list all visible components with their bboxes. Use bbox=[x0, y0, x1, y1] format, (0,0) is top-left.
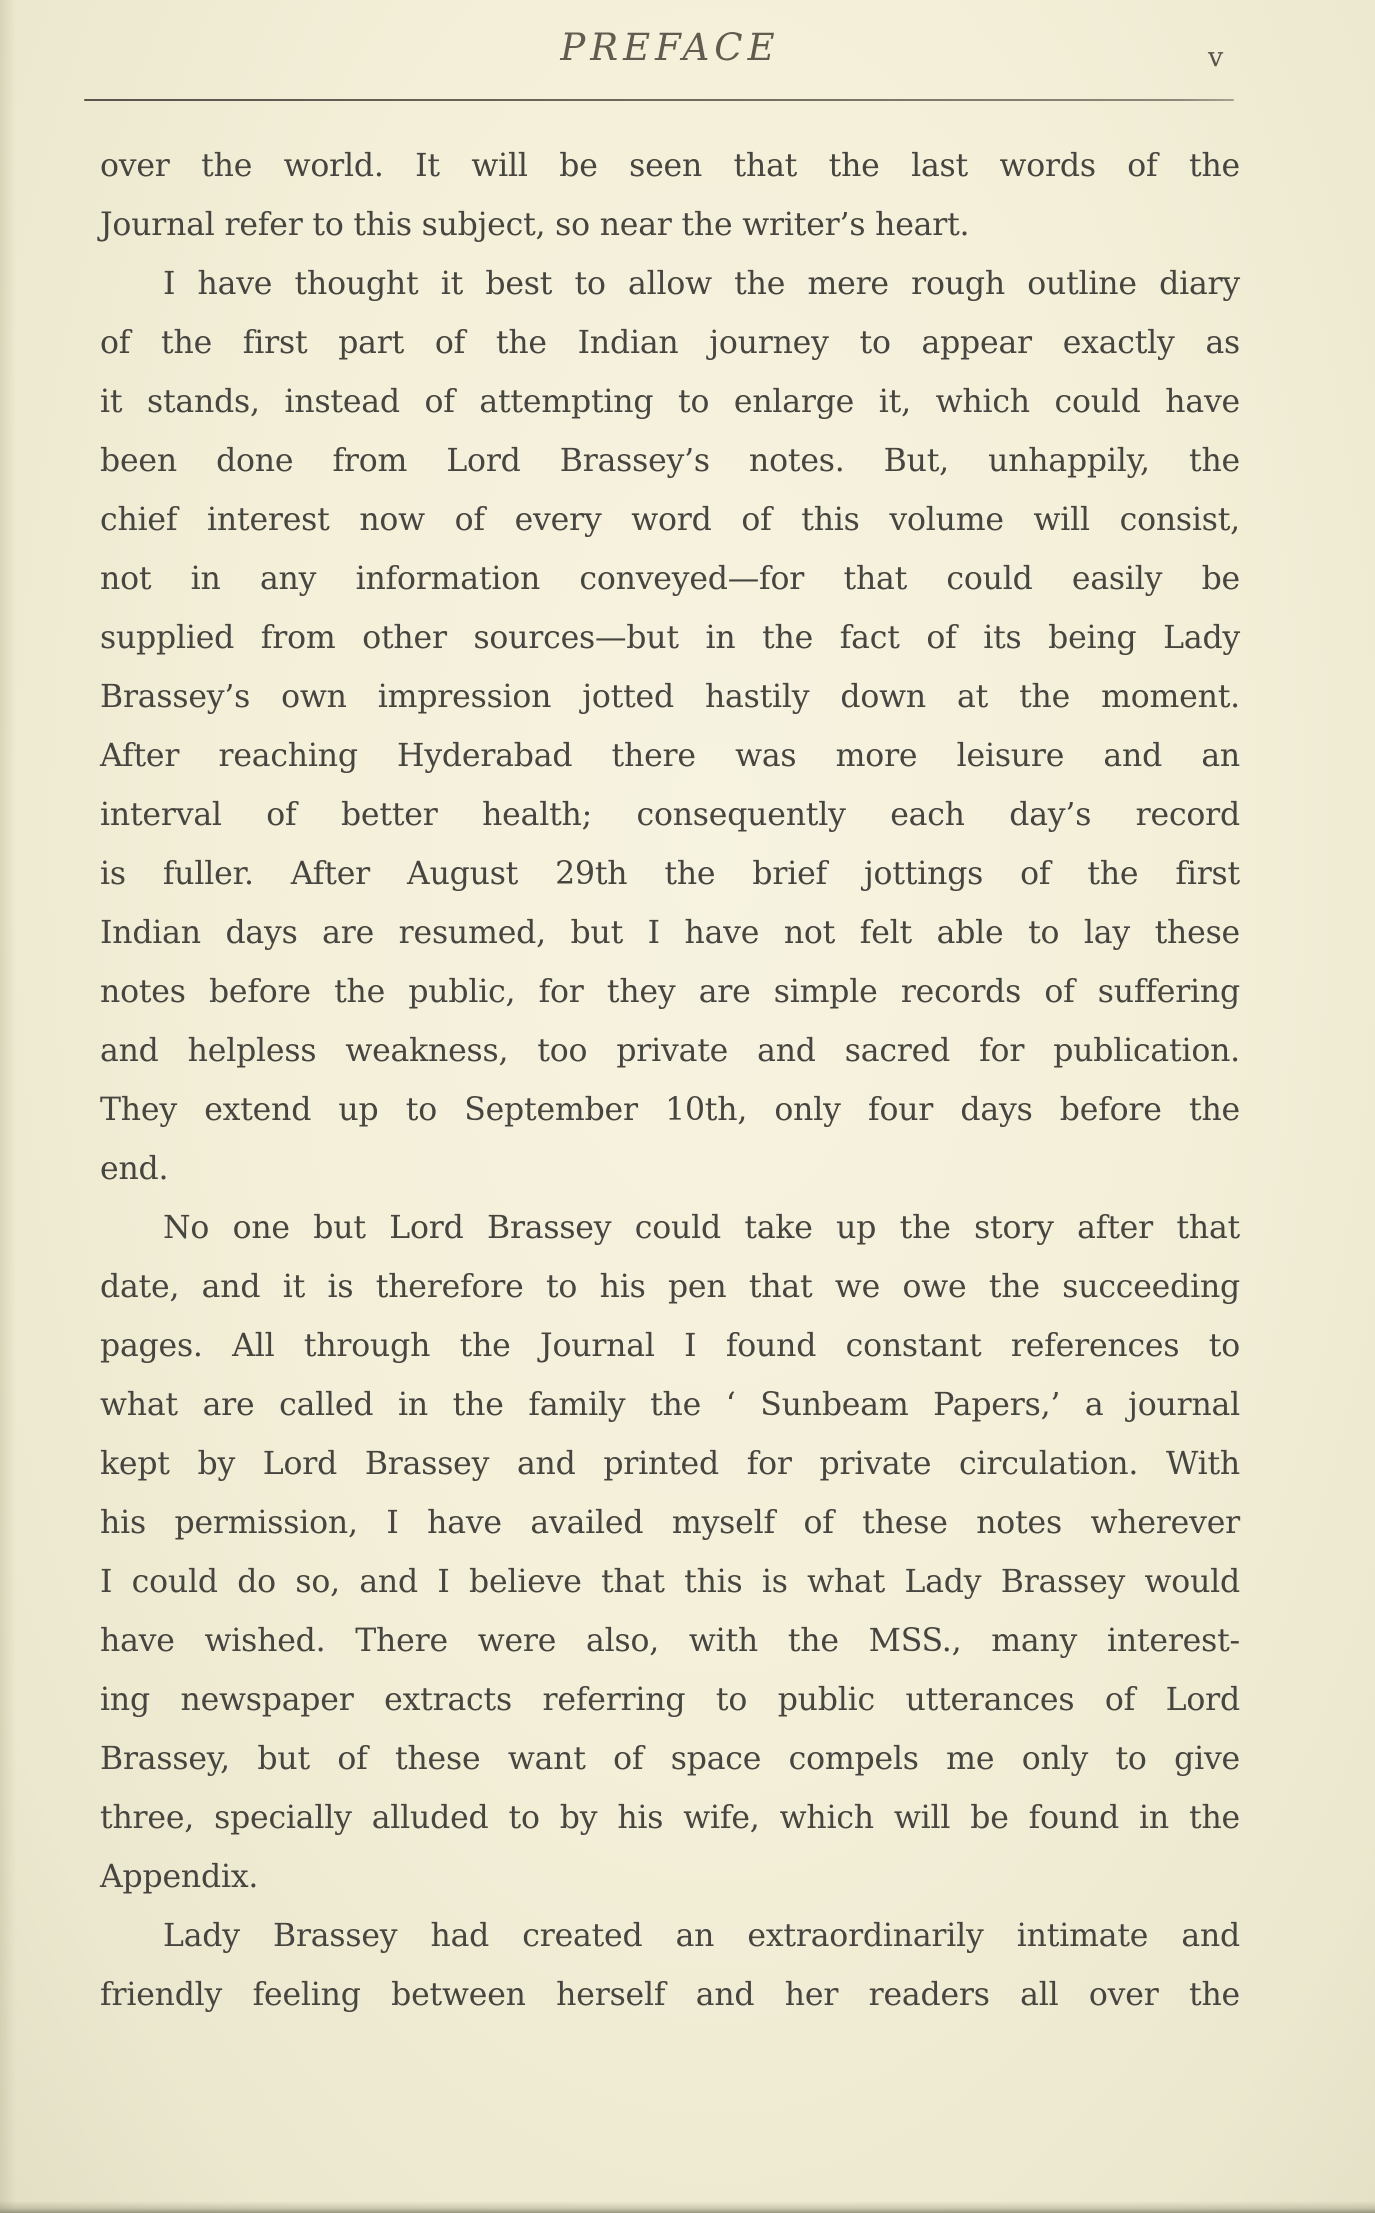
text-line: Indian days are resumed, but I have not felt able to lay these bbox=[100, 915, 1240, 951]
paragraph bbox=[100, 1199, 1240, 1907]
running-head-title: PREFACE bbox=[560, 26, 780, 69]
text-line: They extend up to September 10th, only four days before the bbox=[100, 1092, 1240, 1128]
text-line: pages. All through the Journal I found constant references to bbox=[100, 1328, 1240, 1364]
text-line: I could do so, and I believe that this is what Lady Brassey would bbox=[100, 1564, 1240, 1600]
text-line: been done from Lord Brassey’s notes. But, unhappily, the bbox=[100, 443, 1240, 479]
text-line: supplied from other sources—but in the fact of its being Lady bbox=[100, 620, 1240, 656]
text-line: friendly feeling between herself and her readers all over the bbox=[100, 1977, 1240, 2013]
text-line: not in any information conveyed—for that could easily be bbox=[100, 561, 1240, 597]
paragraph bbox=[100, 1907, 1240, 2025]
text-line: date, and it is therefore to his pen that we owe the succeeding bbox=[100, 1269, 1240, 1305]
text-line: Brassey, but of these want of space compels me only to give bbox=[100, 1741, 1240, 1777]
text-line: three, specially alluded to by his wife, which will be found in the bbox=[100, 1800, 1240, 1836]
text-line: and helpless weakness, too private and sacred for publication. bbox=[100, 1033, 1240, 1069]
text-line: kept by Lord Brassey and printed for private circulation. With bbox=[100, 1446, 1240, 1482]
page-bottom-edge-shadow bbox=[0, 2201, 1375, 2213]
text-line: I have thought it best to allow the mere rough outline diary bbox=[163, 266, 1240, 302]
page-number: v bbox=[1208, 42, 1224, 73]
text-line: his permission, I have availed myself of these notes wherever bbox=[100, 1505, 1240, 1541]
text-line: After reaching Hyderabad there was more leisure and an bbox=[100, 738, 1240, 774]
text-line: Journal refer to this subject, so near the writer’s heart. bbox=[100, 207, 970, 243]
text-line: what are called in the family the ‘ Sunbeam Papers,’ a journal bbox=[100, 1387, 1240, 1423]
text-line: have wished. There were also, with the MSS., many interest- bbox=[100, 1623, 1240, 1659]
text-line: Appendix. bbox=[100, 1859, 259, 1895]
text-line: is fuller. After August 29th the brief jottings of the first bbox=[100, 856, 1240, 892]
text-line: Brassey’s own impression jotted hastily down at the moment. bbox=[100, 679, 1240, 715]
text-line: interval of better health; consequently each day’s record bbox=[100, 797, 1240, 833]
text-line: No one but Lord Brassey could take up the story after that bbox=[163, 1210, 1240, 1246]
page-left-edge-shadow bbox=[0, 0, 16, 2213]
text-line: over the world. It will be seen that the last words of the bbox=[100, 148, 1240, 184]
text-line: chief interest now of every word of this volume will consist, bbox=[100, 502, 1240, 538]
text-line: it stands, instead of attempting to enlarge it, which could have bbox=[100, 384, 1240, 420]
text-line: ing newspaper extracts referring to public utterances of Lord bbox=[100, 1682, 1240, 1718]
text-line: end. bbox=[100, 1151, 169, 1187]
text-line: Lady Brassey had created an extraordinarily intimate and bbox=[163, 1918, 1240, 1954]
text-column bbox=[100, 137, 1240, 2025]
header-divider-rule bbox=[84, 99, 1234, 101]
text-line: notes before the public, for they are simple records of suffering bbox=[100, 974, 1240, 1010]
paragraph bbox=[100, 255, 1240, 1199]
text-line: of the first part of the Indian journey to appear exactly as bbox=[100, 325, 1240, 361]
paragraph bbox=[100, 137, 1240, 255]
